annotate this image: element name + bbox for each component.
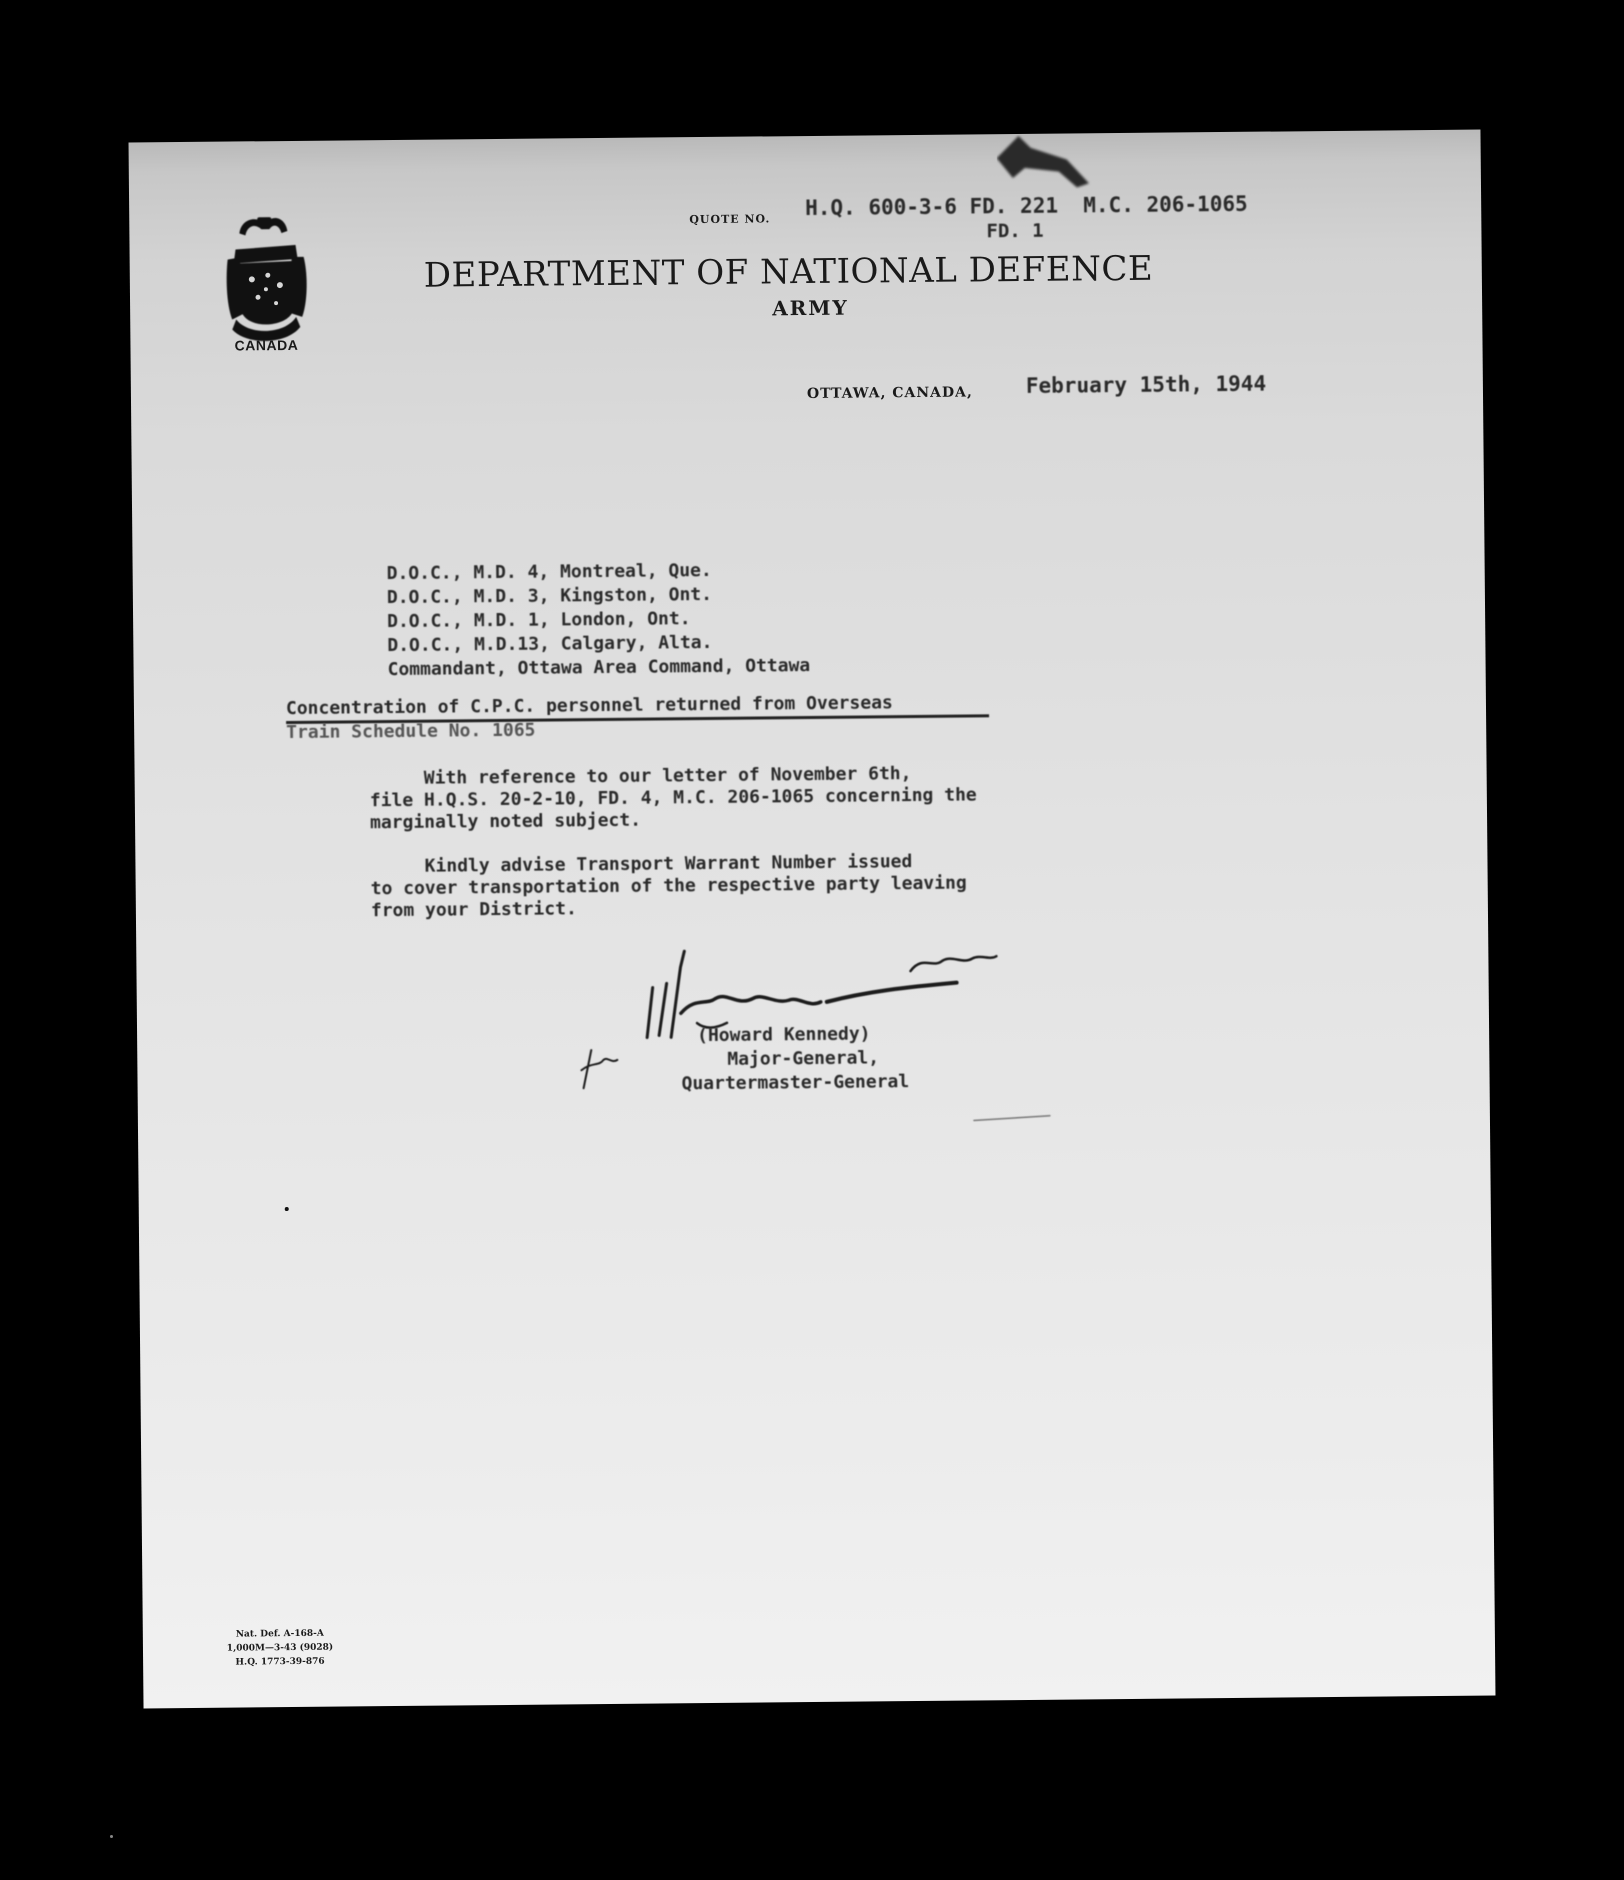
crest-label: CANADA (234, 336, 299, 354)
signatory-title: Quartermaster-General (681, 1071, 910, 1095)
signatory-rank: Major-General, (727, 1047, 880, 1070)
addressee-line: Commandant, Ottawa Area Command, Ottawa (387, 655, 811, 681)
place-line: OTTAWA, CANADA, (806, 384, 973, 403)
body-paragraph-line: With reference to our letter of November 6th, (369, 763, 912, 790)
addressee-line: D.O.C., M.D. 4, Montreal, Que. (386, 559, 712, 585)
ink-speck (285, 1207, 289, 1211)
subject-line: Concentration of C.P.C. personnel returned from Overseas (285, 692, 893, 720)
letter-date: February 15th, 1944 (1025, 371, 1267, 398)
form-number-footer (215, 1627, 345, 1670)
reference-number-sub: FD. 1 (986, 219, 1044, 243)
footer-line: H.Q. 1773-39-876 (235, 1656, 325, 1668)
subject-line-2: Train Schedule No. 1065 (286, 719, 536, 744)
reference-number: H.Q. 600-3-6 FD. 221 M.C. 206-1065 (805, 191, 1248, 221)
signatory-name: (Howard Kennedy) (697, 1023, 871, 1047)
body-paragraph-line: Kindly advise Transport Warrant Number issued (370, 851, 913, 878)
letter-sheet (129, 130, 1496, 1709)
stamp-mark (996, 133, 1107, 194)
body-paragraph-line: from your District. (370, 898, 577, 922)
dust-speck (110, 1835, 113, 1838)
addressee-line: D.O.C., M.D. 3, Kingston, Ont. (386, 583, 713, 609)
footer-line: 1,000M—3-43 (9028) (226, 1642, 334, 1654)
canada-crest-icon (221, 203, 310, 354)
body-paragraph-line: file H.Q.S. 20-2-10, FD. 4, M.C. 206-1065 concerning the (369, 784, 977, 812)
addressee-line: D.O.C., M.D. 1, London, Ont. (387, 608, 691, 633)
addressee-line: D.O.C., M.D.13, Calgary, Alta. (387, 631, 713, 657)
body-paragraph-line: marginally noted subject. (369, 809, 642, 834)
quote-number-label: QUOTE NO. (689, 212, 771, 227)
department-branch: ARMY (772, 295, 849, 321)
body-paragraph-line: to cover transportation of the respective party leaving (370, 872, 967, 900)
footer-line: Nat. Def. A-168-A (235, 1628, 324, 1640)
department-title: DEPARTMENT OF NATIONAL DEFENCE (423, 248, 1154, 296)
